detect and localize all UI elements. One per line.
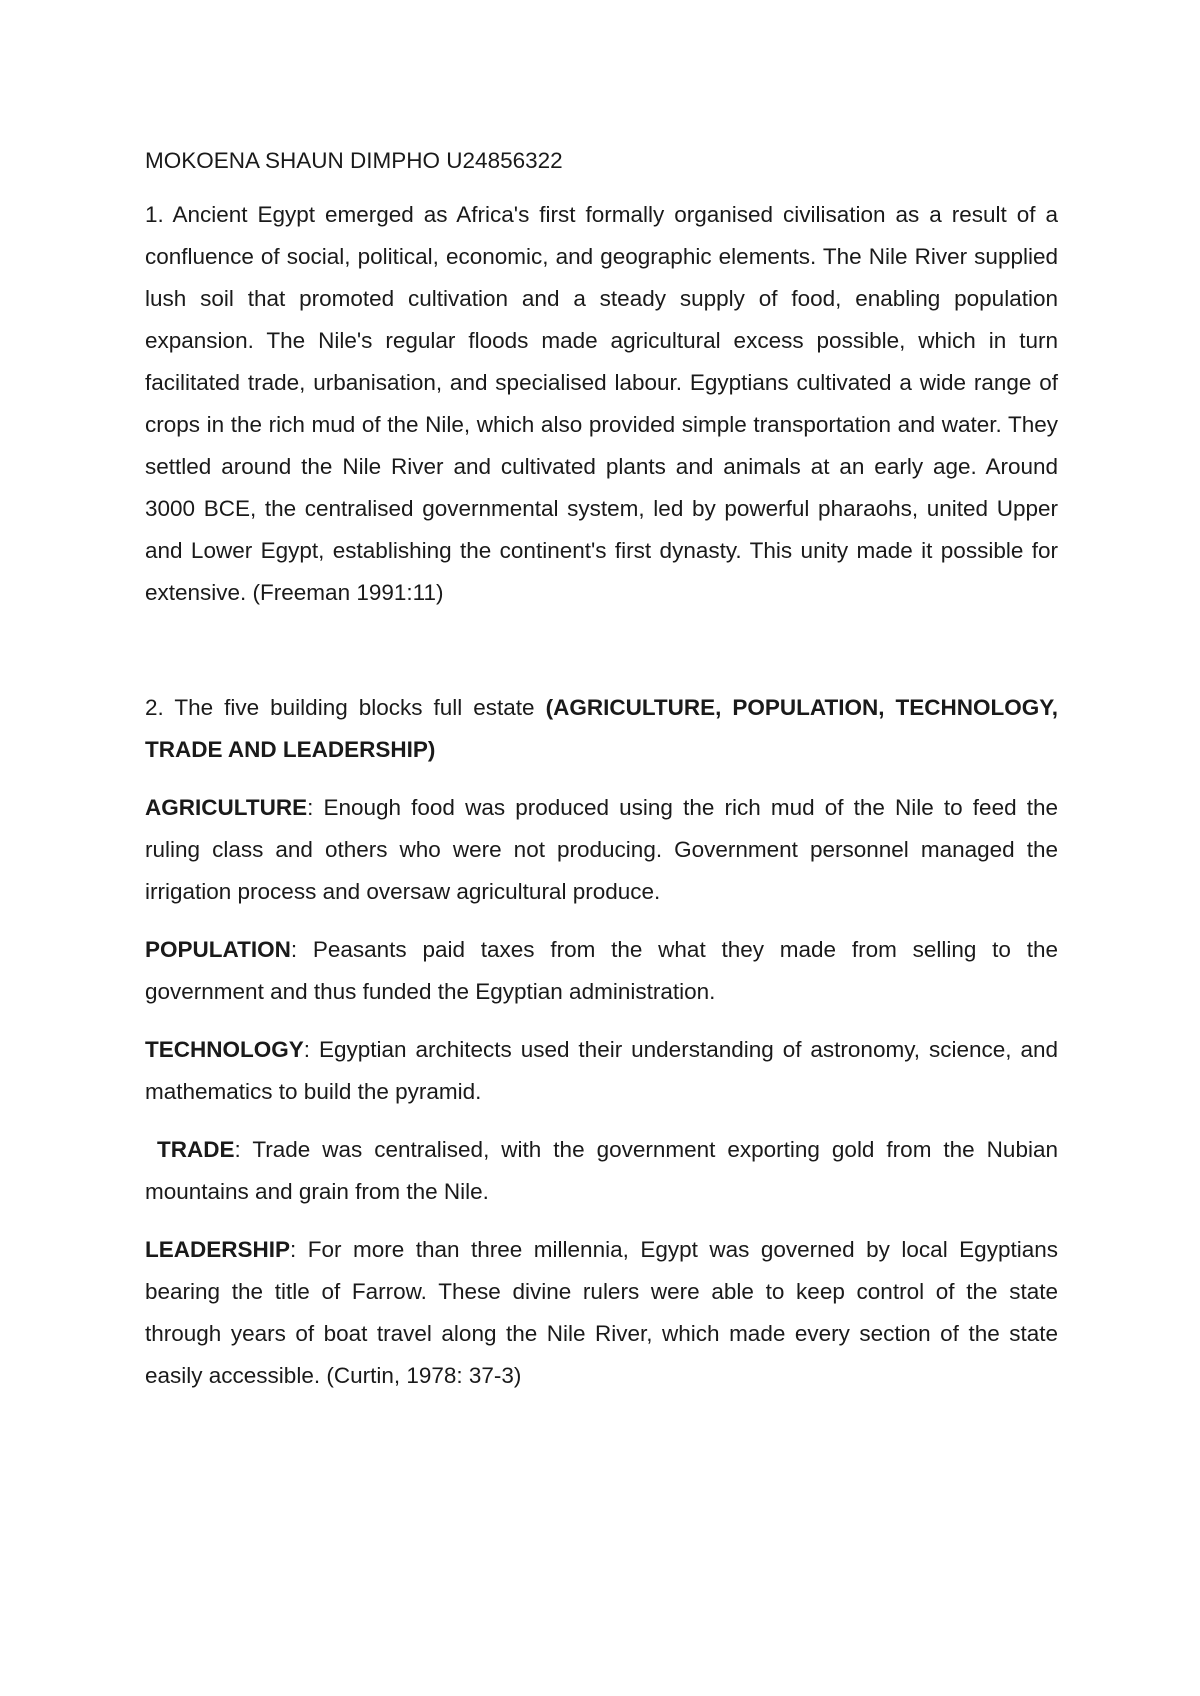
trade-term: TRADE [157, 1137, 235, 1162]
population-text: : Peasants paid taxes from the what they made from selling to the government and thus funded the Egyptian administration. [145, 937, 1058, 1004]
trade-text: : Trade was centralised, with the government exporting gold from the Nubian mountains and grain from the Nile. [145, 1137, 1058, 1204]
technology-paragraph [145, 1029, 1058, 1113]
agriculture-text: : Enough food was produced using the rich mud of the Nile to feed the ruling class and others who were not producing. Government personnel managed the irrigation process and oversaw agricultural produce. [145, 795, 1058, 904]
answer-2-intro-text: 2. The five building blocks full estate [145, 695, 546, 720]
population-term: POPULATION [145, 937, 291, 962]
answer-1-paragraph: 1. Ancient Egypt emerged as Africa's first formally organised civilisation as a result of a confluence of social, political, economic, and geographic elements. The Nile River supplied lush soil that promoted cultivation and a steady supply of food, enabling population expansion. The Nile's regular floods made agricultural excess possible, which in turn facilitated trade, urbanisation, and specialised labour. Egyptians cultivated a wide range of crops in the rich mud of the Nile, which also provided simple transportation and water. They settled around the Nile River and cultivated plants and animals at an early age. Around 3000 BCE, the centralised governmental system, led by powerful pharaohs, united Upper and Lower Egypt, establishing the continent's first dynasty. This unity made it possible for extensive. (Freeman 1991:11) [145, 202, 1058, 605]
leadership-paragraph [145, 1229, 1058, 1397]
technology-term: TECHNOLOGY [145, 1037, 304, 1062]
leadership-text: : For more than three millennia, Egypt was governed by local Egyptians bearing the title of Farrow. These divine rulers were able to keep control of the state through years of boat travel along the Nile River, which made every section of the state easily accessible. (Curtin, 1978: 37-3) [145, 1237, 1058, 1388]
agriculture-term: AGRICULTURE [145, 795, 308, 820]
technology-text: : Egyptian architects used their understanding of astronomy, science, and mathematics to build the pyramid. [145, 1037, 1058, 1104]
agriculture-paragraph [145, 787, 1058, 913]
student-name-header: MOKOENA SHAUN DIMPHO U24856322 [145, 148, 563, 173]
section-spacer [145, 614, 1058, 687]
population-paragraph [145, 929, 1058, 1013]
answer-2-intro [145, 687, 1058, 771]
answer-2-intro-bold: (AGRICULTURE, POPULATION, TECHNOLOGY, TRADE AND LEADERSHIP) [145, 695, 1058, 762]
document-page [145, 140, 1058, 1397]
trade-paragraph [145, 1129, 1058, 1213]
leadership-term: LEADERSHIP [145, 1237, 291, 1262]
